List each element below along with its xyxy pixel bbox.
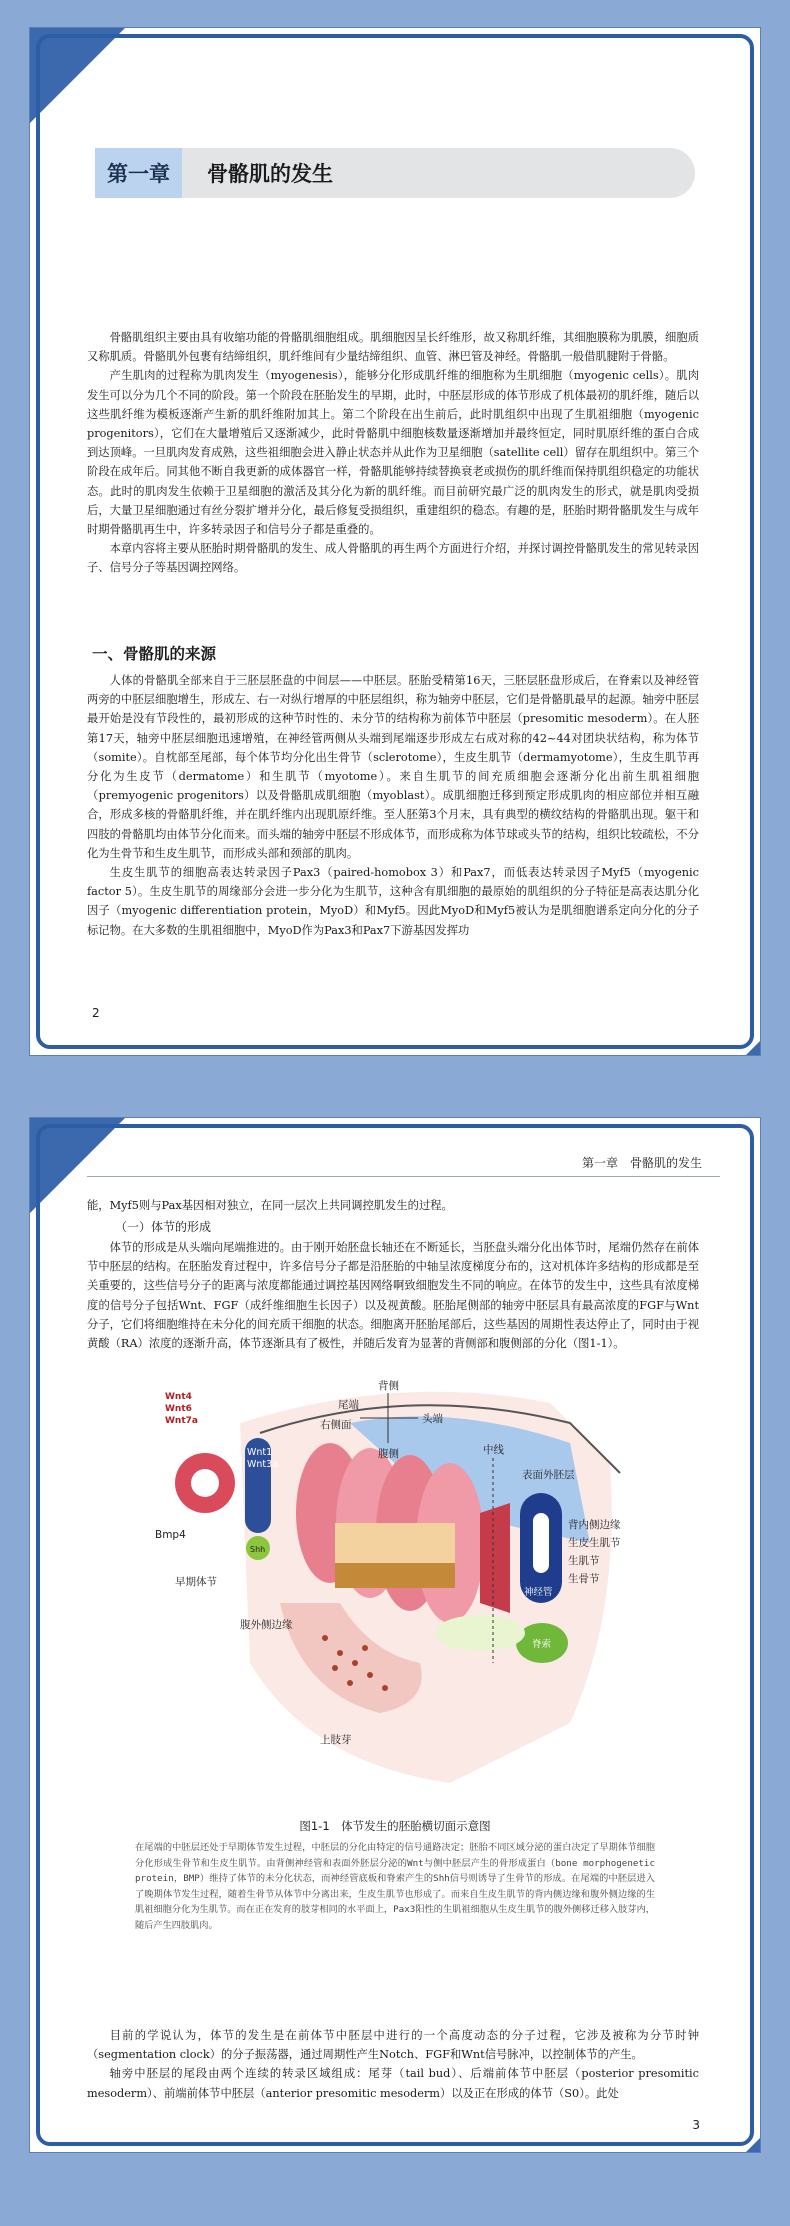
wnt4-label: Wnt4: [165, 1392, 192, 1402]
shh-label: Shh: [250, 1545, 266, 1554]
running-head: 第一章 骨骼肌的发生: [581, 1156, 702, 1170]
chapter-title: 骨骼肌的发生: [207, 162, 333, 186]
paragraph: 目前的学说认为，体节的发生是在前体节中胚层中进行的一个高度动态的分子过程，它涉及被称为分节时钟（segmentation clock）的分子振荡器，通过周期性产生Notch、FGF和Wnt信号脉冲，以控制体节的产生。: [87, 2029, 699, 2062]
intro-text: [87, 328, 699, 578]
wnt1-label: Wnt1: [247, 1447, 273, 1458]
notochord-label: 脊索: [532, 1639, 552, 1650]
wnt7a-label: Wnt7a: [165, 1416, 198, 1426]
wnt6-label: Wnt6: [165, 1404, 192, 1414]
paragraph: 生皮生肌节的细胞高表达转录因子Pax3（paired-homobox 3）和Pax7，而低表达转录因子Myf5（myogenic factor 5）。生皮生肌节的周缘部分会进一步分化为生肌节，这种含有肌细胞的最原始的肌组织的分子特征是高表达肌分化因子（myogenic differentiation protein，MyoD）和Myf5。因此MyoD和Myf5被认为是肌细胞谱系定向分化的分子标记物。在大多数的生肌祖细胞中，MyoD作为Pax3和Pax7下游基因发挥功: [87, 866, 699, 937]
section-text: [87, 671, 699, 940]
figure-caption: 图1-1 体节发生的胚胎横切面示意图: [299, 1819, 491, 1833]
sclerotome-label: 生骨节: [568, 1573, 600, 1585]
neural-tube-lumen: [533, 1513, 549, 1573]
dermomyotome: [480, 1503, 510, 1613]
paragraph: 产生肌肉的过程称为肌肉发生（myogenesis），能够分化形成肌纤维的细胞称为生肌细胞（myogenic cells）。肌肉发生可以分为几个不同的阶段。第一个阶段在胚胎发生的早期，此时，中胚层形成的体节形成了机体最初的肌纤维，随后以这些肌纤维为模板逐渐产生新的肌纤维附加其上。第二个阶段在出生前后，此时肌组织中出现了生肌祖细胞（myogenic progenitors），它们在大量增殖后又逐渐减少，此时骨骼肌中细胞核数量逐渐增加并最终恒定，同时肌原纤维的蛋白合成到达顶峰。一旦肌肉发育成熟，这些祖细胞会进入静止状态并从此作为卫星细胞（satellite cell）留存在肌组织中。第三个阶段在成年后。同其他不断自我更新的成体器官一样，骨骼肌能够持续替换衰老或损伤的肌纤维而保持肌组织稳定的功能状态。此时的肌肉发生依赖于卫星细胞的激活及其分化为新的肌纤维。而目前研究最广泛的肌肉发生的形式，就是肌肉受损后，大量卫星细胞通过有丝分裂扩增并分化，最后修复受损组织，重建组织的稳态。有趣的是，胚胎时期骨骼肌发生与成年时期骨骼肌再生中，许多转录因子和信号分子都是重叠的。: [87, 369, 699, 537]
paragraph: 骨骼肌组织主要由具有收缩功能的骨骼肌细胞组成。肌细胞因呈长纤维形，故又称肌纤维，其细胞膜称为肌膜，细胞质又称肌质。骨骼肌外包裹有结缔组织，肌纤维间有少量结缔组织、血管、淋巴管及神经。骨骼肌一般借肌腱附于骨骼。: [87, 331, 699, 364]
limb-bud-label: 上肢芽: [320, 1734, 352, 1746]
section-title: 一、骨骼肌的来源: [92, 645, 217, 663]
page-corner-decoration: [30, 28, 125, 123]
page-number: 3: [692, 2118, 700, 2132]
midline-label: 中线: [483, 1444, 504, 1456]
page-number: 2: [92, 1006, 100, 1020]
page-corner-decoration-bottom: [746, 2138, 760, 2152]
paragraph: 本章内容将主要从胚胎时期骨骼肌的发生、成人骨骼肌的再生两个方面进行介绍，并探讨调控骨骼肌发生的常见转录因子、信号分子等基因调控网络。: [87, 542, 699, 575]
chapter-heading: [95, 148, 695, 198]
paragraph: 轴旁中胚层的尾段由两个连续的转录区域组成：尾芽（tail bud）、后端前体节中胚层（posterior presomitic mesoderm）、前端前体节中胚层（anterior presomitic mesoderm）以及正在形成的体节（S0）。此处: [87, 2067, 699, 2100]
dorsal-lip-label: 背内侧边缘: [568, 1519, 621, 1531]
surface-ectoderm-label: 表面外胚层: [522, 1469, 575, 1481]
header-rule: [87, 1176, 720, 1177]
figure-note: 在尾端的中胚层还处于早期体节发生过程，中胚层的分化由特定的信号通路决定；胚胎不同区域分泌的蛋白决定了早期体节细胞分化形成生骨节和生皮生肌节。由背侧神经管和表面外胚层分泌的Wnt与侧中胚层产生的骨形成蛋白（bone morphogenetic protein，BMP）维持了体节的未分化状态，而神经管底板和脊索产生的Shh信号则诱导了生骨节的形成。在尾端的中胚层进入了晚期体节发生过程，随着生骨节从体节中分离出来，生皮生肌节也形成了。而来自生皮生肌节的背内侧边缘和腹外侧边缘的生肌祖细胞分化为生肌节。而在正在发育的肢芽相同的水平面上，Pax3阳性的生肌祖细胞从生皮生肌节的腹外侧移迁移入肢芽内，随后产生四肢肌肉。: [135, 1842, 655, 1931]
early-somite-label: 早期体节: [175, 1576, 217, 1588]
right-side-label: 右侧面: [320, 1419, 352, 1431]
subsection-title: （一）体节的形成: [115, 1220, 212, 1234]
early-somite-core: [191, 1469, 219, 1497]
page-2: [30, 28, 760, 1055]
sclerotome: [435, 1615, 525, 1651]
page-3: [30, 1118, 760, 2152]
somite-diagram: [150, 1363, 640, 1803]
tail-label: 尾端: [338, 1399, 359, 1411]
wnt3a-label: Wnt3a: [247, 1459, 279, 1470]
dermomyotome-label: 生皮生肌节: [568, 1537, 621, 1549]
page-corner-decoration-bottom: [746, 1041, 760, 1055]
neural-tube-label: 神经管: [524, 1587, 553, 1598]
chapter-label: 第一章: [95, 148, 182, 198]
dorsal-label: 背侧: [378, 1380, 399, 1392]
ventral-lip-label: 腹外侧边缘: [240, 1619, 293, 1631]
myotome-label: 生肌节: [568, 1555, 600, 1567]
paragraph: 能，Myf5则与Pax基因相对独立，在同一层次上共同调控肌发生的过程。: [87, 1199, 453, 1212]
opening-text: [87, 1196, 699, 1215]
paragraph: 人体的骨骼肌全部来自于三胚层胚盘的中间层——中胚层。胚胎受精第16天，三胚层胚盘形成后，在脊索以及神经管两旁的中胚层细胞增生，形成左、右一对纵行增厚的中胚层组织，称为轴旁中胚层，它们是骨骼肌最早的起源。轴旁中胚层最开始是没有节段性的，最初形成的这种节时性的、未分节的结构称为前体节中胚层（presomitic mesoderm）。在人胚第17天，轴旁中胚层细胞迅速增殖，在神经管两侧从头端到尾端逐步形成左右成对称的42~44对团块状结构，称为体节（somite）。自枕部至尾部，每个体节均分化出生骨节（sclerotome），生皮生肌节（dermamyotome），生皮生肌节再分化为生皮节（dermatome）和生肌节（myotome）。来自生肌节的间充质细胞会逐渐分化出前生肌祖细胞（premyogenic progenitors）以及骨骼肌成肌细胞（myoblast）。成肌细胞迁移到预定形成肌肉的相应部位并相互融合，形成多核的骨骼肌纤维，并在肌纤维内出现肌原纤维。至人胚第3个月末，具有典型的横纹结构的骨骼肌出现。躯干和四肢的骨骼肌均由体节分化而来。而头端的轴旁中胚层不形成体节，而形成称为体节球或头节的结构，组织比较疏松，不分化为生骨节和生皮生肌节，而形成头部和颈部的肌肉。: [87, 674, 699, 860]
head-label: 头端: [422, 1413, 443, 1425]
closing-text: [87, 2026, 699, 2103]
paragraph: 体节的形成是从头端向尾端推进的。由于刚开始胚盘长轴还在不断延长，当胚盘头端分化出体节时，尾端仍然存在前体节中胚层的结构。在胚胎发育过程中，许多信号分子都是沿胚胎的中轴呈浓度梯度分布的，这对机体许多结构的形成都是至关重要的，这些信号分子的距离与浓度都能通过调控基因网络啊致细胞发生不同的响应。在体节的发生中，这些具有浓度梯度的信号分子包括Wnt、FGF（成纤维细胞生长因子）以及视黄酸。胚胎尾侧部的轴旁中胚层具有最高浓度的FGF与Wnt分子，它们将细胞维持在未分化的间充质干细胞的状态。细胞离开胚胎尾部后，这些基因的周期性表达停止了，同时由于视黄酸（RA）浓度的逐渐升高，体节逐渐具有了极性，并随后发育为显著的背侧部和腹侧部的分化（图1-1）。: [87, 1241, 699, 1351]
subsection-text: [87, 1238, 699, 1353]
bmp4-label: Bmp4: [155, 1529, 186, 1541]
ventral-label: 腹侧: [378, 1448, 399, 1460]
